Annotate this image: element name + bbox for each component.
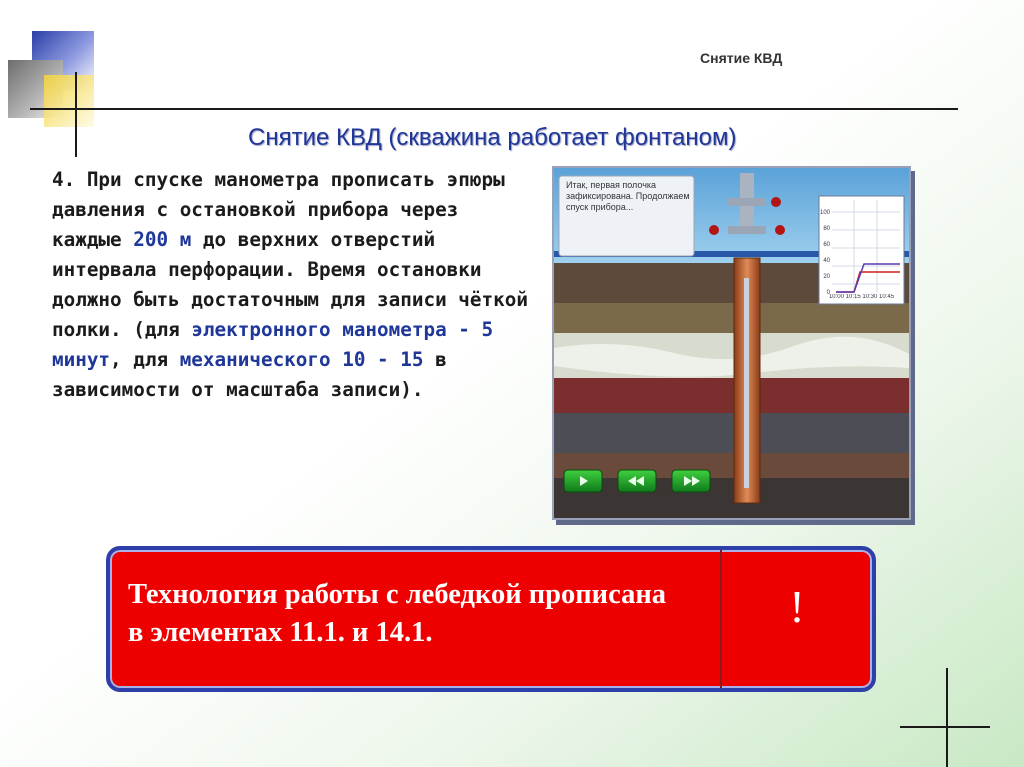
- decor-line-horizontal: [30, 108, 958, 110]
- body-text-part: в зависимости от масштаба записи).: [52, 348, 447, 401]
- well-illustration: [552, 166, 911, 520]
- decor-line-vertical: [75, 72, 77, 157]
- well-illustration-svg: [554, 168, 909, 518]
- alert-text: Технология работы с лебедкой прописана в элементах 11.1. и 14.1.: [128, 579, 667, 648]
- alert-box: [106, 546, 876, 692]
- chart-tick-label: 0: [826, 290, 830, 296]
- chart-tick-label: 60: [823, 242, 830, 248]
- body-text-highlight-electronic: электронного манометра - 5 минут: [52, 318, 494, 371]
- slide-title: Снятие КВД (скважина работает фонтаном): [248, 124, 737, 151]
- body-text-part: до верхних отверстий интервала перфорации. Время остановки должно быть достаточным для записи чёткой полки. (для: [52, 228, 528, 341]
- slide-body-text: [52, 165, 532, 405]
- decor-square-yellow: [44, 75, 94, 127]
- chart-tick-label: 40: [823, 258, 830, 264]
- body-text-highlight-mechanical: механического 10 - 15: [179, 348, 424, 371]
- header-title: Снятие КВД: [700, 50, 783, 66]
- chart-time-label: 10:00 10:15 10:30 10:45: [828, 294, 895, 300]
- body-text-highlight-distance: 200 м: [133, 228, 192, 251]
- decor-corner-line-vertical: [946, 668, 948, 767]
- chart-tick-label: 20: [823, 274, 830, 280]
- decor-corner-line-horizontal: [900, 726, 990, 728]
- caption-text: Итак, первая полочка зафиксирована. Продолжаем спуск прибора...: [566, 180, 690, 212]
- chart-tick-label: 100: [819, 210, 830, 216]
- body-text-part: 4. При спуске манометра прописать эпюры давления с остановкой прибора через каждые: [52, 168, 505, 251]
- alert-exclamation-mark: !: [789, 581, 805, 632]
- body-text-part: , для: [110, 348, 180, 371]
- chart-tick-label: 80: [823, 226, 830, 232]
